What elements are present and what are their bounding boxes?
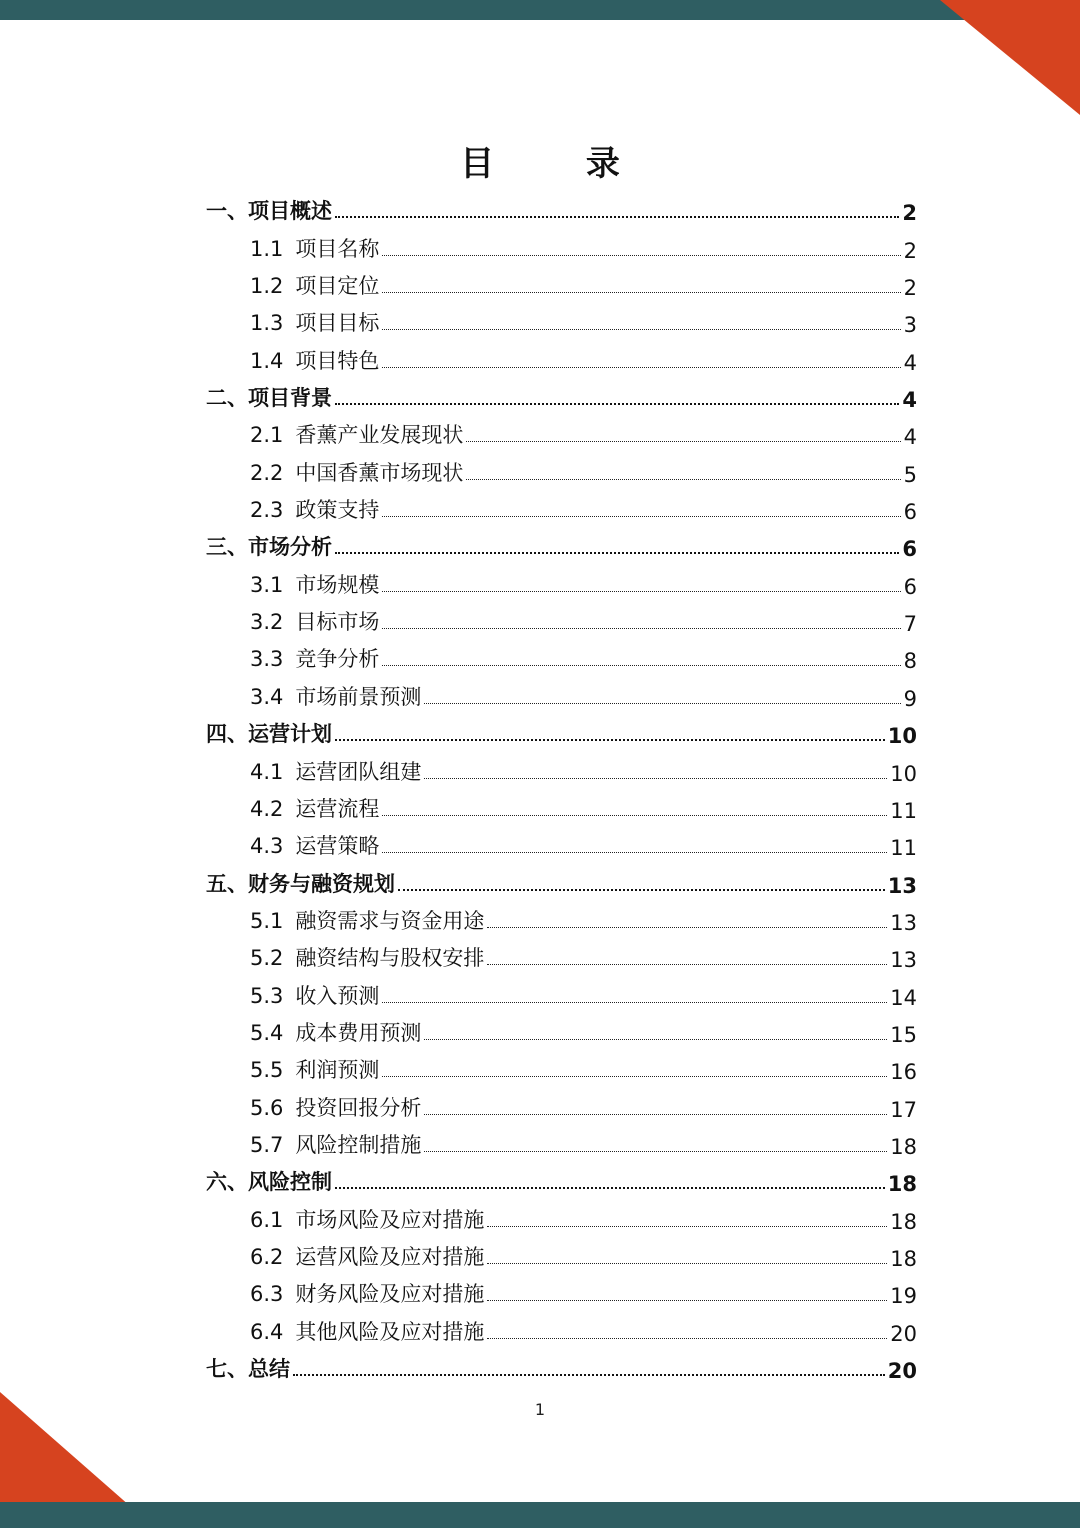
toc-entry-number: 三、 bbox=[206, 535, 248, 560]
toc-dot-leader bbox=[487, 1299, 887, 1301]
bottom-decor-bar bbox=[0, 1502, 1080, 1528]
toc-section-entry[interactable] bbox=[206, 1271, 917, 1308]
toc-page-number: 8 bbox=[903, 649, 917, 674]
toc-dot-leader bbox=[335, 551, 899, 554]
toc-section-entry[interactable] bbox=[206, 1084, 917, 1121]
toc-dot-leader bbox=[382, 291, 900, 293]
toc-section-entry[interactable] bbox=[206, 1122, 917, 1159]
toc-dot-leader bbox=[382, 627, 900, 629]
toc-entry-label bbox=[250, 494, 379, 524]
toc-entry-number: 6.1 bbox=[250, 1207, 284, 1232]
toc-section-entry[interactable] bbox=[206, 935, 917, 972]
toc-entry-label bbox=[250, 793, 379, 823]
toc-entry-title: 市场风险及应对措施 bbox=[295, 1207, 485, 1232]
toc-entry-label bbox=[206, 382, 332, 412]
toc-section-entry[interactable] bbox=[206, 1234, 917, 1271]
toc-page-number: 17 bbox=[890, 1097, 917, 1122]
toc-page-number: 13 bbox=[887, 873, 917, 898]
toc-entry-title: 项目背景 bbox=[248, 386, 332, 411]
toc-entry-title: 市场规模 bbox=[295, 572, 380, 597]
toc-entry-number: 2.2 bbox=[250, 460, 284, 485]
toc-section-entry[interactable] bbox=[206, 1047, 917, 1084]
toc-entry-title: 财务风险及应对措施 bbox=[295, 1282, 485, 1307]
toc-entry-title: 收入预测 bbox=[295, 983, 380, 1008]
toc-dot-leader bbox=[487, 1262, 887, 1264]
toc-dot-leader bbox=[424, 1113, 887, 1115]
toc-entry-title: 融资结构与股权安排 bbox=[295, 946, 485, 971]
toc-page-number: 16 bbox=[890, 1060, 917, 1085]
toc-dot-leader bbox=[466, 440, 900, 442]
toc-entry-number: 4.3 bbox=[250, 834, 284, 859]
toc-page-number: 2 bbox=[903, 238, 917, 263]
toc-dot-leader bbox=[487, 926, 887, 928]
toc-entry-number: 5.3 bbox=[250, 983, 284, 1008]
toc-entry-title: 运营策略 bbox=[295, 834, 380, 859]
toc-section-entry[interactable] bbox=[206, 1010, 917, 1047]
toc-entry-number: 5.4 bbox=[250, 1020, 284, 1045]
page-title: 目 录 bbox=[460, 144, 660, 184]
toc-entry-number: 3.3 bbox=[250, 647, 284, 672]
toc-dot-leader bbox=[382, 851, 887, 853]
toc-entry-number: 5.6 bbox=[250, 1095, 284, 1120]
toc-dot-leader bbox=[424, 1150, 887, 1152]
toc-entry-number: 6.3 bbox=[250, 1282, 284, 1307]
toc-dot-leader bbox=[335, 738, 885, 741]
toc-entry-number: 二、 bbox=[206, 386, 248, 411]
toc-page-number: 18 bbox=[890, 1134, 917, 1159]
toc-page-number: 4 bbox=[903, 350, 917, 375]
toc-chapter-entry[interactable] bbox=[206, 375, 917, 412]
toc-entry-number: 七、 bbox=[206, 1357, 248, 1381]
toc-page-number: 6 bbox=[903, 500, 917, 525]
toc-entry-title: 财务与融资规划 bbox=[248, 871, 395, 896]
toc-entry-title: 项目特色 bbox=[295, 348, 380, 373]
toc-entry-label bbox=[250, 1241, 484, 1271]
toc-page-number: 10 bbox=[887, 724, 917, 749]
toc-entry-title: 风险控制措施 bbox=[295, 1132, 422, 1157]
toc-entry-number: 3.1 bbox=[250, 572, 284, 597]
toc-entry-title: 项目目标 bbox=[295, 311, 380, 336]
toc-dot-leader bbox=[382, 366, 900, 368]
toc-section-entry[interactable] bbox=[206, 412, 917, 449]
toc-page-number: 14 bbox=[890, 985, 917, 1010]
toc-entry-title: 利润预测 bbox=[295, 1058, 380, 1083]
toc-page-number: 6 bbox=[903, 574, 917, 599]
toc-entry-label bbox=[250, 1129, 421, 1159]
toc-entry-number: 3.2 bbox=[250, 610, 284, 635]
toc-page-number: 18 bbox=[890, 1209, 917, 1234]
toc-entry-number: 6.2 bbox=[250, 1244, 284, 1269]
toc-section-entry[interactable] bbox=[206, 487, 917, 524]
toc-dot-leader bbox=[424, 777, 887, 779]
toc-section-entry[interactable] bbox=[206, 636, 917, 673]
toc-section-entry[interactable] bbox=[206, 1196, 917, 1233]
toc-entry-number: 4.1 bbox=[250, 759, 284, 784]
toc-page-number: 2 bbox=[903, 276, 917, 301]
toc-chapter-entry[interactable] bbox=[206, 1346, 917, 1383]
toc-chapter-entry[interactable] bbox=[206, 860, 917, 897]
toc-page-number: 5 bbox=[903, 462, 917, 487]
toc-section-entry[interactable] bbox=[206, 561, 917, 598]
toc-page-number: 13 bbox=[890, 948, 917, 973]
toc-entry-label bbox=[206, 718, 332, 748]
toc-entry-label bbox=[206, 531, 332, 561]
toc-section-entry[interactable] bbox=[206, 748, 917, 785]
toc-entry-number: 四、 bbox=[206, 722, 248, 747]
toc-entry-number: 1.1 bbox=[250, 236, 284, 261]
toc-dot-leader bbox=[382, 590, 900, 592]
toc-entry-label bbox=[250, 1204, 484, 1234]
toc-dot-leader bbox=[382, 254, 900, 256]
toc-dot-leader bbox=[335, 402, 899, 405]
toc-entry-title: 运营流程 bbox=[295, 796, 380, 821]
toc-dot-leader bbox=[382, 1075, 887, 1077]
toc-entry-title: 市场前景预测 bbox=[295, 684, 422, 709]
toc-entry-number: 5.2 bbox=[250, 946, 284, 971]
toc-entry-title: 竞争分析 bbox=[295, 647, 380, 672]
toc-page-number: 4 bbox=[902, 388, 917, 413]
toc-dot-leader bbox=[335, 1186, 885, 1189]
toc-section-entry[interactable] bbox=[206, 1308, 917, 1345]
toc-section-entry[interactable] bbox=[206, 898, 917, 935]
toc-page-number: 4 bbox=[903, 425, 917, 450]
toc-page-number: 3 bbox=[903, 313, 917, 338]
toc-page-number: 11 bbox=[890, 836, 917, 861]
toc-entry-title: 运营团队组建 bbox=[295, 759, 422, 784]
toc-entry-label bbox=[250, 1054, 379, 1084]
toc-section-entry[interactable] bbox=[206, 823, 917, 860]
toc-entry-number: 1.3 bbox=[250, 311, 284, 336]
toc-page-number: 20 bbox=[890, 1321, 917, 1346]
toc-entry-label bbox=[250, 905, 484, 935]
toc-entry-title: 其他风险及应对措施 bbox=[295, 1319, 485, 1344]
toc-entry-label bbox=[250, 233, 379, 263]
toc-entry-number: 1.4 bbox=[250, 348, 284, 373]
toc-dot-leader bbox=[424, 1038, 887, 1040]
toc-entry-number: 5.7 bbox=[250, 1132, 284, 1157]
toc-entry-title: 融资需求与资金用途 bbox=[295, 908, 485, 933]
toc-entry-label bbox=[250, 307, 379, 337]
toc-entry-number: 6.4 bbox=[250, 1319, 284, 1344]
toc-dot-leader bbox=[487, 963, 887, 965]
toc-dot-leader bbox=[382, 515, 900, 517]
toc-page-number: 2 bbox=[902, 201, 917, 226]
toc-dot-leader bbox=[424, 702, 900, 704]
toc-entry-title: 香薰产业发展现状 bbox=[295, 423, 464, 448]
toc-entry-title: 项目定位 bbox=[295, 274, 380, 299]
toc-page-number: 13 bbox=[890, 910, 917, 935]
toc-section-entry[interactable] bbox=[206, 449, 917, 486]
toc-page-number: 11 bbox=[890, 798, 917, 823]
toc-entry-title: 成本费用预测 bbox=[295, 1020, 422, 1045]
toc-chapter-entry[interactable] bbox=[206, 1159, 917, 1196]
toc-entry-label bbox=[250, 270, 379, 300]
toc-entry-label bbox=[250, 1017, 421, 1047]
toc-section-entry[interactable] bbox=[206, 300, 917, 337]
toc-entry-title: 市场分析 bbox=[248, 535, 332, 560]
toc-entry-label bbox=[250, 419, 463, 449]
toc-entry-label bbox=[250, 643, 379, 673]
toc-entry-number: 1.2 bbox=[250, 274, 284, 299]
toc-entry-number: 3.4 bbox=[250, 684, 284, 709]
toc-dot-leader bbox=[335, 215, 899, 218]
toc-entry-label bbox=[206, 195, 332, 225]
top-right-decor-triangle bbox=[940, 0, 1080, 115]
toc-page-number: 15 bbox=[890, 1022, 917, 1047]
toc-entry-title: 项目名称 bbox=[295, 236, 380, 261]
toc-dot-leader bbox=[293, 1373, 885, 1376]
toc-section-entry[interactable] bbox=[206, 225, 917, 262]
toc-entry-label bbox=[250, 345, 379, 375]
toc-page-number: 10 bbox=[890, 761, 917, 786]
toc-entry-title: 项目概述 bbox=[248, 199, 332, 224]
toc-dot-leader bbox=[487, 1225, 887, 1227]
toc-entry-number: 5.5 bbox=[250, 1058, 284, 1083]
toc-page-number: 19 bbox=[890, 1284, 917, 1309]
toc-entry-number: 4.2 bbox=[250, 796, 284, 821]
toc-entry-title: 中国香薰市场现状 bbox=[295, 460, 464, 485]
toc-dot-leader bbox=[487, 1337, 887, 1339]
toc-entry-label bbox=[250, 1278, 484, 1308]
toc-entry-label bbox=[250, 457, 463, 487]
toc-entry-title: 目标市场 bbox=[295, 610, 380, 635]
top-decor-bar bbox=[0, 0, 1080, 20]
toc-section-entry[interactable] bbox=[206, 786, 917, 823]
toc-page-number: 18 bbox=[887, 1172, 917, 1197]
toc-page-number: 9 bbox=[903, 686, 917, 711]
toc-entry-title: 运营风险及应对措施 bbox=[295, 1244, 485, 1269]
toc-entry-label bbox=[250, 756, 421, 786]
toc-page-number: 18 bbox=[890, 1246, 917, 1271]
toc-entry-number: 2.3 bbox=[250, 498, 284, 523]
toc-entry-label bbox=[206, 868, 395, 898]
toc-dot-leader bbox=[382, 664, 900, 666]
toc-entry-label bbox=[250, 830, 379, 860]
toc-entry-label bbox=[250, 606, 379, 636]
toc-entry-title: 运营计划 bbox=[248, 722, 332, 747]
toc-entry-label bbox=[250, 1092, 421, 1122]
toc-entry-label bbox=[250, 980, 379, 1010]
toc-section-entry[interactable] bbox=[206, 263, 917, 300]
toc-page-number: 7 bbox=[903, 612, 917, 637]
toc-chapter-entry[interactable] bbox=[206, 711, 917, 748]
toc-chapter-entry[interactable] bbox=[206, 524, 917, 561]
toc-dot-leader bbox=[398, 888, 885, 891]
toc-entry-title: 风险控制 bbox=[248, 1170, 332, 1195]
toc-entry-label bbox=[206, 1166, 332, 1196]
toc-entry-label bbox=[250, 1316, 484, 1346]
toc-entry-number: 一、 bbox=[206, 199, 248, 224]
toc-page-number: 6 bbox=[902, 537, 917, 562]
toc-entry-number: 五、 bbox=[206, 871, 248, 896]
toc-section-entry[interactable] bbox=[206, 337, 917, 374]
toc-entry-label bbox=[250, 942, 484, 972]
toc-dot-leader bbox=[466, 478, 900, 480]
table-of-contents bbox=[206, 188, 917, 1383]
toc-dot-leader bbox=[382, 814, 887, 816]
toc-entry-title: 总结 bbox=[248, 1357, 290, 1381]
toc-chapter-entry[interactable] bbox=[206, 188, 917, 225]
toc-dot-leader bbox=[382, 328, 900, 330]
toc-entry-label bbox=[250, 681, 421, 711]
toc-section-entry[interactable] bbox=[206, 673, 917, 710]
toc-page-number: 20 bbox=[887, 1359, 917, 1383]
toc-section-entry[interactable] bbox=[206, 599, 917, 636]
toc-entry-number: 六、 bbox=[206, 1170, 248, 1195]
toc-section-entry[interactable] bbox=[206, 972, 917, 1009]
toc-entry-title: 投资回报分析 bbox=[295, 1095, 422, 1120]
page-number: 1 bbox=[534, 1400, 546, 1419]
toc-entry-number: 5.1 bbox=[250, 908, 284, 933]
toc-entry-title: 政策支持 bbox=[295, 498, 380, 523]
toc-dot-leader bbox=[382, 1001, 887, 1003]
toc-entry-label bbox=[206, 1353, 290, 1383]
toc-entry-number: 2.1 bbox=[250, 423, 284, 448]
toc-entry-label bbox=[250, 569, 379, 599]
